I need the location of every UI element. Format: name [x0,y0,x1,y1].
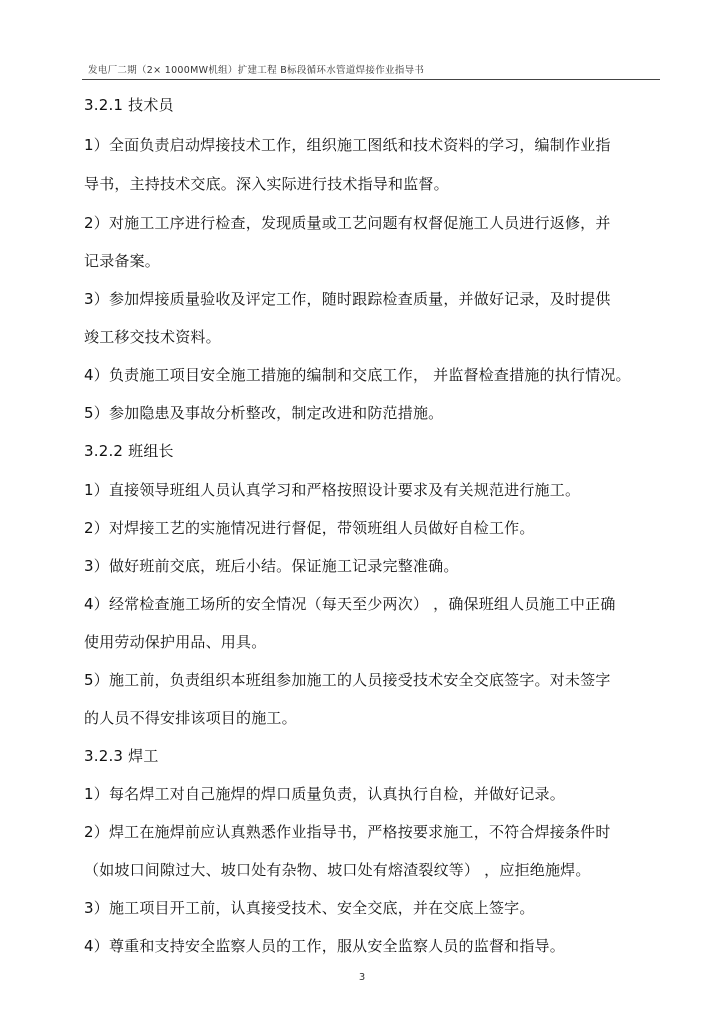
paragraph-line: （如坡口间隙过大、坡口处有杂物、坡口处有熔渣裂纹等） ，应拒绝施焊。 [84,861,591,879]
paragraph-line: 3）施工项目开工前，认真接受技术、安全交底，并在交底上签字。 [84,899,535,917]
paragraph-line: 1）每名焊工对自己施焊的焊口质量负责，认真执行自检，并做好记录。 [84,785,565,803]
paragraph-line: 1）全面负责启动焊接技术工作，组织施工图纸和技术资料的学习，编制作业指 [84,136,611,154]
paragraph-line: 5）施工前，负责组织本班组参加施工的人员接受技术安全交底签字。对未签字 [84,671,611,689]
paragraph-line: 5）参加隐患及事故分析整改，制定改进和防范措施。 [84,404,444,422]
paragraph-line: 4）尊重和支持安全监察人员的工作，服从安全监察人员的监督和指导。 [84,937,565,955]
paragraph-line: 导书，主持技术交底。深入实际进行技术指导和监督。 [84,175,449,193]
paragraph-line: 4）负责施工项目安全施工措施的编制和交底工作， 并监督检查措施的执行情况。 [84,366,631,384]
page-number: 3 [358,972,366,983]
heading-3-2-1: 3.2.1 技术员 [84,96,174,114]
paragraph-line: 2）焊工在施焊前应认真熟悉作业指导书，严格按要求施工，不符合焊接条件时 [84,823,611,841]
heading-3-2-2: 3.2.2 班组长 [84,442,174,460]
header-rule [82,79,660,80]
heading-3-2-3: 3.2.3 焊工 [84,747,159,765]
paragraph-line: 记录备案。 [84,252,161,270]
paragraph-line: 4）经常检查施工场所的安全情况（每天至少两次） ，确保班组人员施工中正确 [84,595,616,613]
paragraph-line: 使用劳动保护用品、用具。 [84,633,267,651]
paragraph-line: 2）对焊接工艺的实施情况进行督促，带领班组人员做好自检工作。 [84,519,535,537]
paragraph-line: 的人员不得安排该项目的施工。 [84,709,297,727]
paragraph-line: 1）直接领导班组人员认真学习和严格按照设计要求及有关规范进行施工。 [84,481,581,499]
paragraph-line: 3）参加焊接质量验收及评定工作，随时跟踪检查质量，并做好记录，及时提供 [84,290,611,308]
running-header: 发电厂二期（2× 1000MW机组）扩建工程 B标段循环水管道焊接作业指导书 [88,65,425,76]
paragraph-line: 3）做好班前交底，班后小结。保证施工记录完整准确。 [84,557,459,575]
paragraph-line: 竣工移交技术资料。 [84,328,221,346]
paragraph-line: 2）对施工工序进行检查，发现质量或工艺问题有权督促施工人员进行返修，并 [84,214,611,232]
